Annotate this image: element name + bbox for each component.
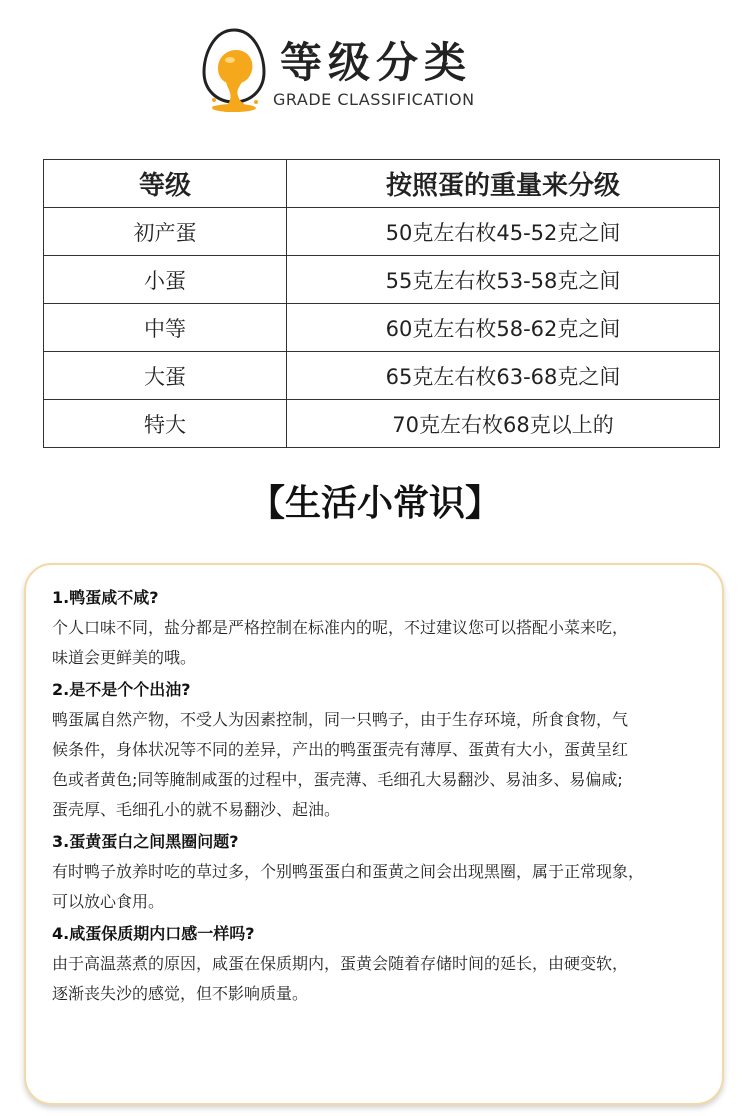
grade-cell: 初产蛋 xyxy=(44,208,287,256)
page-title: 等级分类 xyxy=(280,38,473,87)
table-row xyxy=(44,400,720,448)
salted-egg-icon xyxy=(198,26,270,114)
tip-answer-line: 色或者黄色;同等腌制咸蛋的过程中，蛋壳薄、毛细孔大易翻沙、易油多、易偏咸; xyxy=(52,770,623,789)
weight-cell: 70克左右枚68克以上的 xyxy=(287,400,720,448)
table-row xyxy=(44,304,720,352)
grade-cell: 小蛋 xyxy=(44,256,287,304)
grade-cell: 特大 xyxy=(44,400,287,448)
page-subtitle: GRADE CLASSIFICATION xyxy=(273,90,475,109)
tip-answer-line: 候条件，身体状况等不同的差异，产出的鸭蛋蛋壳有薄厚、蛋黄有大小，蛋黄呈红 xyxy=(52,740,629,759)
tip-answer-line: 味道会更鲜美的哦。 xyxy=(52,648,197,667)
table-row xyxy=(44,256,720,304)
table-row xyxy=(44,208,720,256)
tips-card xyxy=(24,563,724,1105)
table-row xyxy=(44,352,720,400)
column-header-weight: 按照蛋的重量来分级 xyxy=(287,160,720,208)
page-header xyxy=(0,0,750,130)
grade-cell: 中等 xyxy=(44,304,287,352)
tip-answer-line: 逐渐丧失沙的感觉，但不影响质量。 xyxy=(52,984,309,1003)
weight-cell: 55克左右枚53-58克之间 xyxy=(287,256,720,304)
weight-cell: 60克左右枚58-62克之间 xyxy=(287,304,720,352)
table-header-row xyxy=(44,160,720,208)
tip-answer-line: 有时鸭子放养时吃的草过多，个别鸭蛋蛋白和蛋黄之间会出现黑圈，属于正常现象， xyxy=(52,862,645,881)
tip-question: 4.咸蛋保质期内口感一样吗? xyxy=(52,924,255,943)
tip-question: 3.蛋黄蛋白之间黑圈问题? xyxy=(52,832,239,851)
weight-cell: 65克左右枚63-68克之间 xyxy=(287,352,720,400)
tip-answer-line: 可以放心食用。 xyxy=(52,892,165,911)
tip-question: 2.是不是个个出油? xyxy=(52,680,191,699)
tip-question: 1.鸭蛋咸不咸? xyxy=(52,588,159,607)
tip-answer-line: 由于高温蒸煮的原因，咸蛋在保质期内，蛋黄会随着存储时间的延长，由硬变软， xyxy=(52,954,629,973)
tips-body xyxy=(52,581,712,1009)
weight-cell: 50克左右枚45-52克之间 xyxy=(287,208,720,256)
grade-cell: 大蛋 xyxy=(44,352,287,400)
tips-section-title: 【生活小常识】 xyxy=(248,483,501,524)
grade-table xyxy=(43,159,720,448)
tip-answer-line: 个人口味不同，盐分都是严格控制在标准内的呢，不过建议您可以搭配小菜来吃， xyxy=(52,618,629,637)
column-header-grade: 等级 xyxy=(44,160,287,208)
tip-answer-line: 鸭蛋属自然产物，不受人为因素控制，同一只鸭子，由于生存环境，所食食物，气 xyxy=(52,710,629,729)
tip-answer-line: 蛋壳厚、毛细孔小的就不易翻沙、起油。 xyxy=(52,800,341,819)
